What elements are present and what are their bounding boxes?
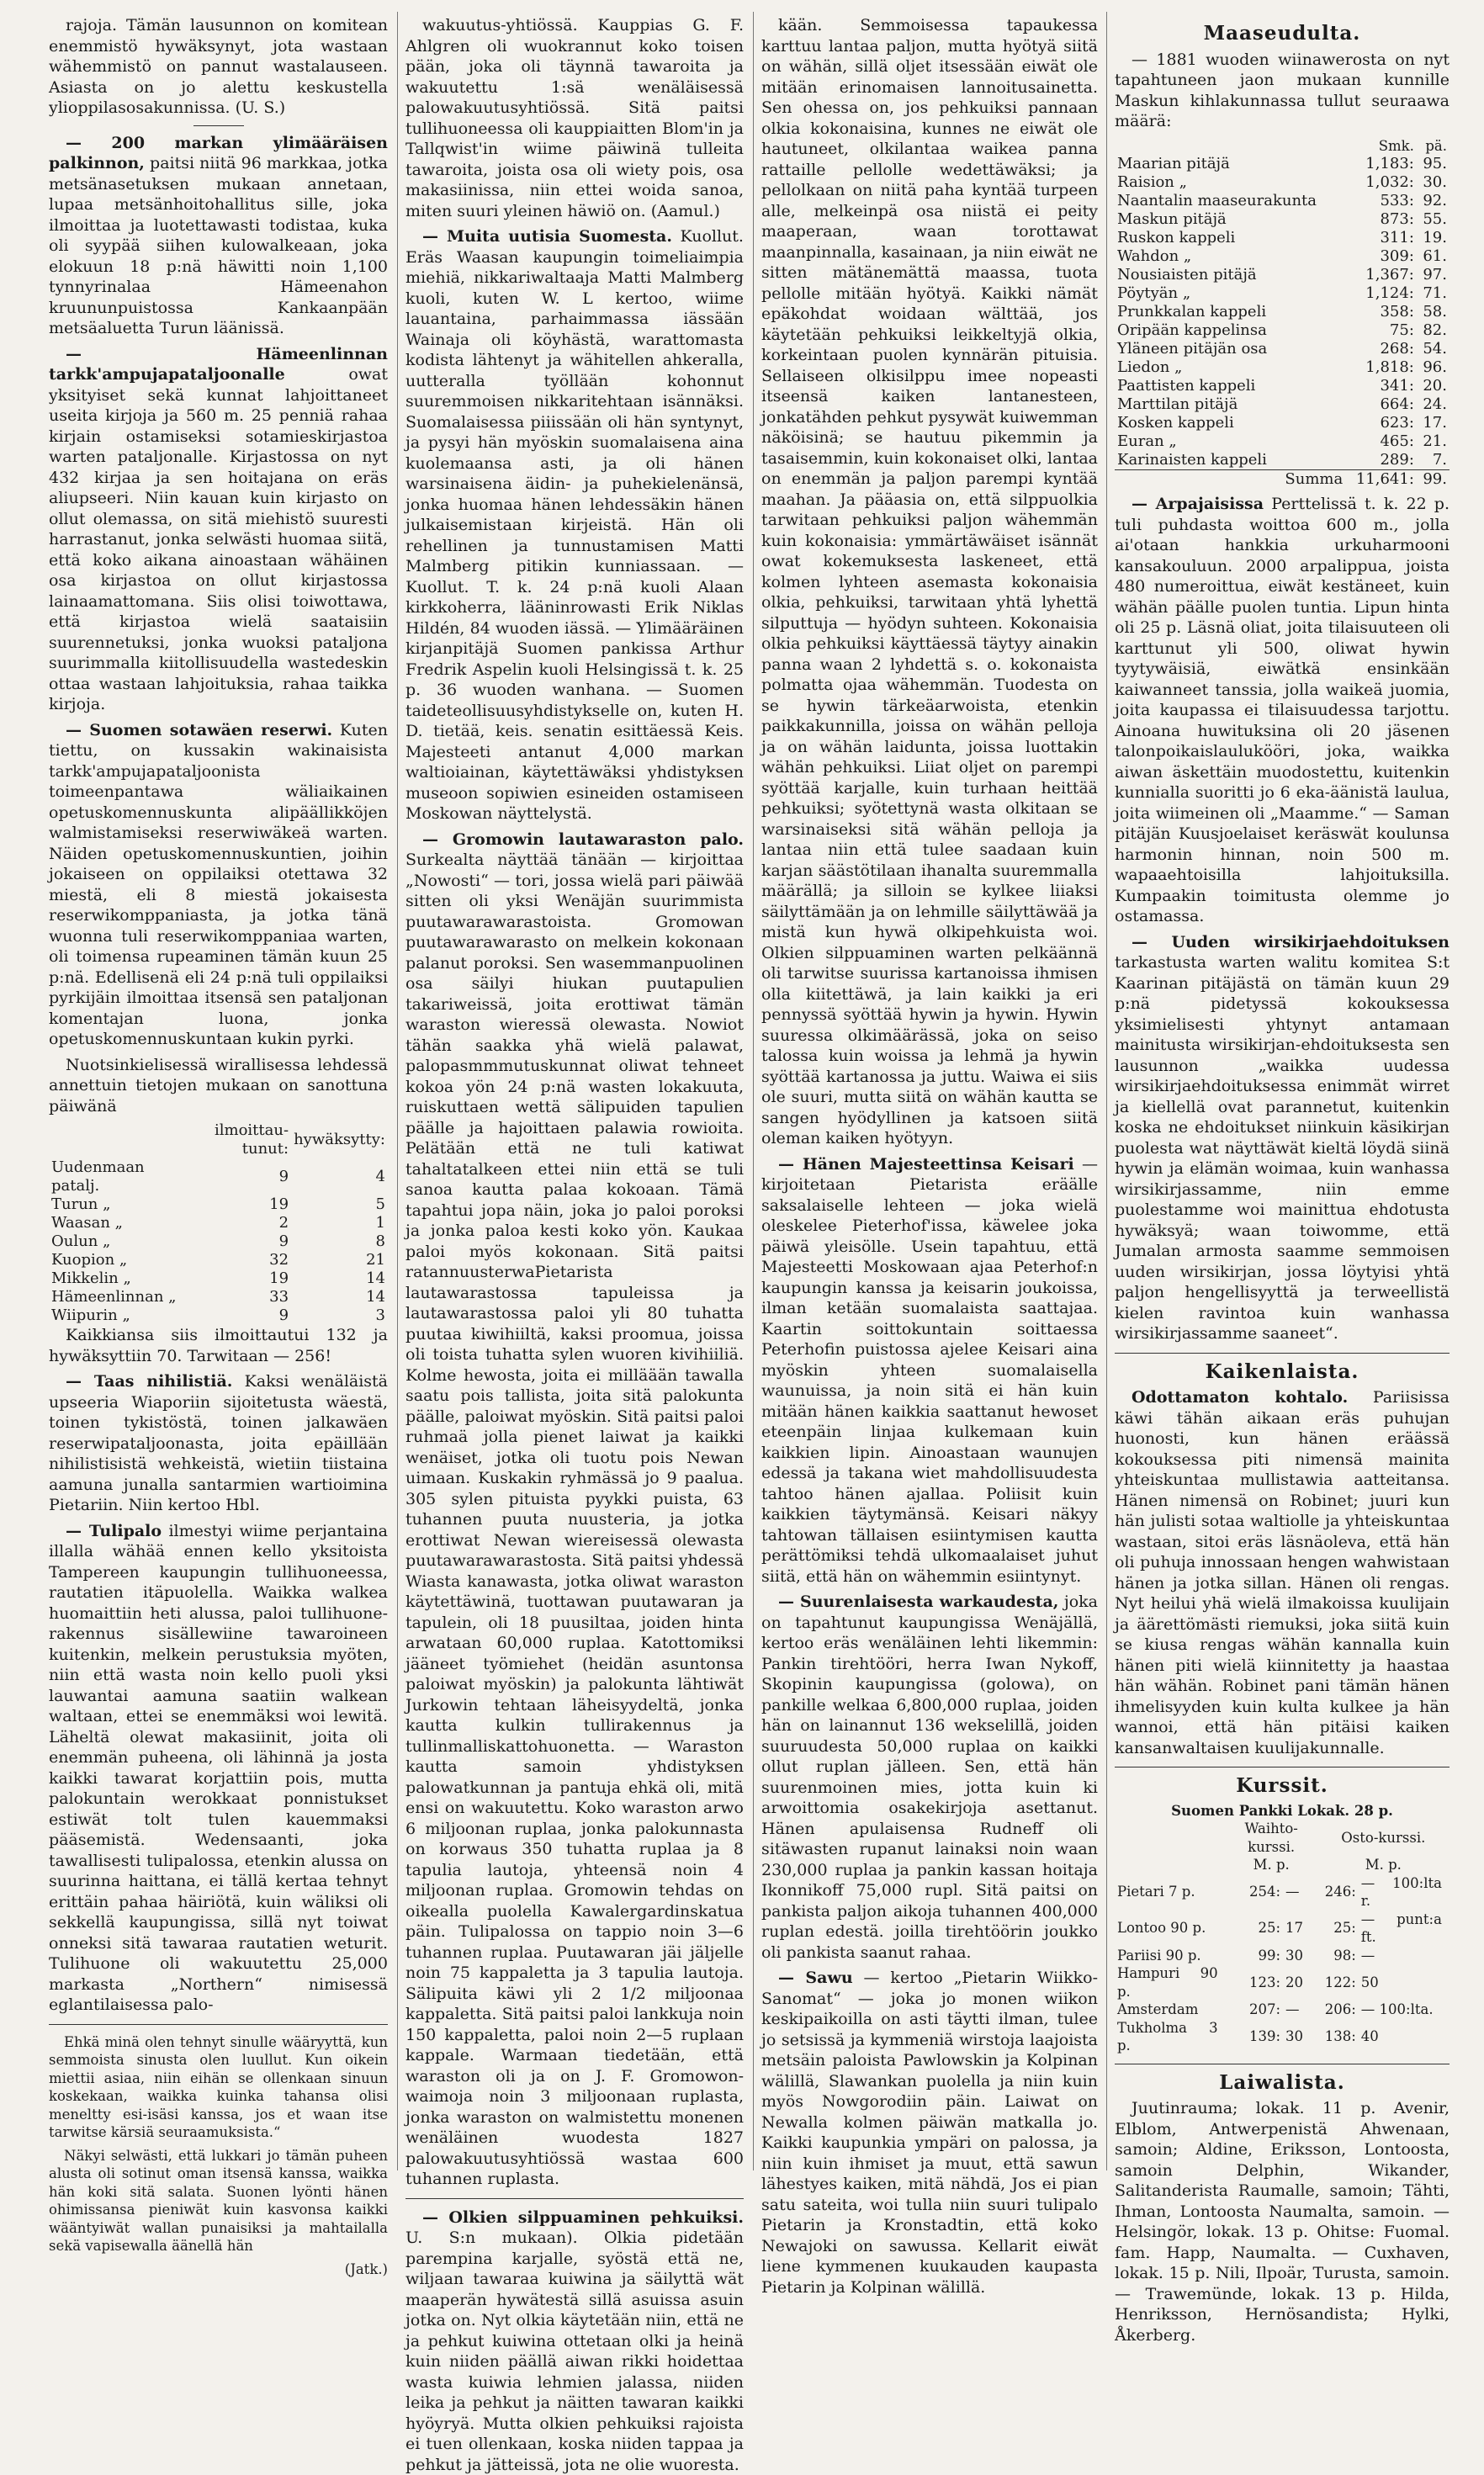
column-rule <box>1106 12 1107 2170</box>
table-row <box>1115 321 1450 340</box>
table-row <box>1115 247 1450 266</box>
section-title-miscellany: Kaikenlaista. <box>1115 1362 1450 1383</box>
article-gromov-fire <box>405 829 744 2190</box>
table-cell: Prunkkalan kappeli <box>1115 303 1345 321</box>
table-cell: 24. <box>1417 395 1450 414</box>
table-cell: 40 <box>1359 2019 1444 2055</box>
table-row <box>1115 432 1450 451</box>
table-row <box>1115 414 1450 432</box>
bank-heading: Suomen Pankki Lokak. 28 p. <box>1115 1802 1450 1820</box>
table-row <box>1115 229 1450 247</box>
table-cell: 99. <box>1417 470 1450 490</box>
table-row <box>49 1214 388 1232</box>
table-cell: 30. <box>1417 173 1450 192</box>
article-headline: — Olkien silppuaminen pehkuiksi. <box>422 2208 744 2227</box>
table-row <box>49 1306 388 1325</box>
table-cell: 21. <box>1417 432 1450 451</box>
article-body: Perttelissä t. k. 22 p. tuli puhdasta woittoa 600 m., jolla ai'otaan hankkia urkuharmooni kansakouluun. 2000 arpalippua, joista 480 numeroittua, eiwät kestäneet, kuin wähän päälle puolen tuntia. Lipun hinta oli 25 p. Läsnä oliat, joita tilaisuuteen oli karttunut yli 500, oliwat hywin tyytywäisiä, eiwätkä ensinkään kaiwanneet tanssia, jolla waikeä juomia, joita kaupassa ei tilaisuudessa tarjottu. Ainoana huwituksina oli 20 jäsenen talonpoikaislaulukööri, joka, waikka aiwan äskettäin muodostettu, kuitenkin kunnialla suoritti jo 6 eka-äänistä laulua, joita wiimeinen oli „Maamme.“ — Saman pitäjän Kuusjoelaiset keräswät koulunsa harmonin hinnan, noin 500 m. wapaaehtoisilla lahjoituksilla. Kumpaakin toimitusta olemme jo ostamassa. <box>1115 495 1450 925</box>
article-body: tarkastusta warten walitu komitea S:t Kaarinan pitäjästä on tämän kuun 29 p:nä pidetyssä kokouksessa yksimielisesti yhtynyt antamaan mainitusta wirsikirjan-ehdoituksesta sen lausunnon „waikka uudessa wirsikirjaehdoituksessa enimmät wirret ja kiellellä ovat parannetut, kuitenkin koska ne ehdoitukset niinkuin käsikirjan puolesta wat näyttäwät kieltä löydä siinä hywin ja elämän woimaa, kuin wanhassa wirsikirjassamme, niin emme puolestamme woi mainittua ehdotusta hywäksyä; waan toiwomme, että Jumalan armosta saamme semmoisen uuden wirsikirjan, jossa löytyisi yhtä paljon hengellisyyttä ja terweellistä kielen ravintoa kuin wanhassa wirsikirjassamme saaneet“. <box>1115 953 1450 1343</box>
table-cell: 7. <box>1417 451 1450 470</box>
table-row <box>1115 303 1450 321</box>
table-cell: 246: <box>1322 1874 1359 1911</box>
table-cell: 206: <box>1322 2001 1359 2019</box>
table-cell: 1,818: <box>1345 358 1417 377</box>
table-cell: 8 <box>291 1232 388 1251</box>
table-header <box>1115 1856 1450 1874</box>
table-cell: 30 <box>1283 2019 1322 2055</box>
section-title-rates: Kurssit. <box>1115 1776 1450 1797</box>
table-cell: 358: <box>1345 303 1417 321</box>
serial-paragraph: Ehkä minä olen tehnyt sinulle wääryyttä, kun semmoista sinusta olen luullut. Kun oikein miettii asiaa, niin eihän se ollenkaan sinuun koskekaan, waikka kuinka tahansa olisi meneltty esi-isäsi kanssa, jos et waan itse tarwitse kärsiä seuraamuksista.“ <box>49 2033 388 2142</box>
column-rule <box>397 12 398 2170</box>
table-cell: 17 <box>1283 1911 1322 1947</box>
table-cell: — <box>1359 1947 1444 1965</box>
table-cell: 20 <box>1283 1964 1322 2001</box>
table-cell: 122: <box>1322 1964 1359 2001</box>
table-cell: Wiipurin „ <box>49 1306 185 1325</box>
table-cell: Euran „ <box>1115 432 1345 451</box>
table-row <box>49 1158 388 1195</box>
table-cell: Oripään kappelinsa <box>1115 321 1345 340</box>
table-cell: 4 <box>291 1158 388 1195</box>
section-title-countryside: Maaseudulta. <box>1115 24 1450 45</box>
table-cell: Uudenmaan patalj. <box>49 1158 185 1195</box>
table-cell: 95. <box>1417 155 1450 173</box>
table-cell: Summa <box>1115 470 1345 490</box>
table-cell: 11,641: <box>1345 470 1417 490</box>
table-cell: 123: <box>1221 1964 1283 2001</box>
article-reserve <box>49 720 388 1050</box>
table-cell: Hampuri 90 p. <box>1115 1964 1221 2001</box>
article-lottery <box>1115 494 1450 927</box>
article-reserve-total: Kaikkiansa siis ilmoittautui 132 ja hywäksyttiin 70. Tarwitaan — 256! <box>49 1325 388 1366</box>
column-1 <box>49 15 388 2169</box>
table-header-cell: M. p. <box>1322 1856 1444 1874</box>
table-header-cell: M. p. <box>1221 1856 1322 1874</box>
table-header-cell: Osto-kurssi. <box>1322 1820 1444 1856</box>
table-cell: 82. <box>1417 321 1450 340</box>
article-straw <box>405 2207 744 2475</box>
table-cell: 1,124: <box>1345 284 1417 303</box>
table-cell: 50 <box>1359 1964 1444 2001</box>
article-library <box>49 344 388 715</box>
table-cell: 1,367: <box>1345 266 1417 284</box>
article-unexpected-fate <box>1115 1387 1450 1758</box>
divider <box>1115 1353 1450 1354</box>
table-row <box>49 1195 388 1214</box>
column-rule <box>753 12 754 2170</box>
article-smoke <box>761 1968 1098 2297</box>
table-row <box>1115 1964 1450 2001</box>
table-cell: — 100:lta. <box>1359 2001 1444 2019</box>
table-cell: — <box>1283 1874 1322 1911</box>
table-cell: 71. <box>1417 284 1450 303</box>
table-cell: Ruskon kappeli <box>1115 229 1345 247</box>
article-emperor <box>761 1154 1098 1587</box>
table-total-row <box>1115 470 1450 490</box>
table-cell: 25: <box>1322 1911 1359 1947</box>
article-headline: — Suurenlaisesta warkaudesta, <box>778 1593 1058 1611</box>
table-cell: 311: <box>1345 229 1417 247</box>
table-row <box>1115 358 1450 377</box>
table-cell: 1,183: <box>1345 155 1417 173</box>
table-cell: 5 <box>291 1195 388 1214</box>
table-cell: 533: <box>1345 192 1417 210</box>
serial-continued: (Jatk.) <box>49 2260 388 2279</box>
table-row <box>1115 1911 1450 1947</box>
divider <box>49 2024 388 2025</box>
table-cell: Nousiaisten pitäjä <box>1115 266 1345 284</box>
table-cell: 268: <box>1345 340 1417 358</box>
article-headline: — Uuden wirsikirjaehdoituksen <box>1132 933 1450 951</box>
table-cell: 98: <box>1322 1947 1359 1965</box>
article-fire <box>49 1521 388 2016</box>
table-header-cell: pä. <box>1417 137 1450 156</box>
table-header-cell: hywäksytty: <box>291 1121 388 1158</box>
table-cell: Kosken kappeli <box>1115 414 1345 432</box>
table-cell: Turun „ <box>49 1195 185 1214</box>
article-theft <box>761 1592 1098 1963</box>
table-row <box>1115 451 1450 470</box>
table-row <box>1115 155 1450 173</box>
article-body: — kirjoitetaan Pietarista eräälle saksalaiselle lehteen — joka wielä oleskelee Pieterhof'issa, käwelee joka päiwä yleisölle. Usein tapahtuu, että Majesteetti Moskowaan ajaa Peterhof:n kaupungin kanssa ja keisarin joukoissa, ilman ketään suomalaista saattajaa. Kaartin soittokuntain soittaessa Peterhofin puistossa ajelee Keisari aina myöskin yhteen suomalaisella waunuissa, ja noin sitä ei hän kuin mitään hänen kaikkia saattanut hewoset eteenpäin linjaa kulkemaan kuin kaikkien lipin. Ainoastaan waunujen edessä ja takana wiet mahdollisuudesta tahtoo hänen ajallaa. Poliisit kuin kaikkien täytymänsä. Keisari näkyy tahtowan tällaisen esiintymisen kautta perättömiksi tehdä ulkomaalaiset juhut siitä, että hän on wähemmin esiintynyt. <box>761 1155 1098 1586</box>
table-cell: Waasan „ <box>49 1214 185 1232</box>
table-row <box>1115 340 1450 358</box>
article-hymnal <box>1115 932 1450 1344</box>
table-header <box>1115 1820 1450 1856</box>
table-cell: Oulun „ <box>49 1232 185 1251</box>
table-cell: Karinaisten kappeli <box>1115 451 1345 470</box>
table-cell: 54. <box>1417 340 1450 358</box>
article-reward <box>49 133 388 339</box>
table-row <box>1115 192 1450 210</box>
tax-table <box>1115 137 1450 490</box>
article-body: paitsi niitä 96 markkaa, jotka metsänasetuksen mukaan annetaan, lupaa metsänhoitohallitus sille, joka ilmoittaa ja luotettawasti todistaa, kuka oli syypää siihen kulowalkeaan, joka elokuun 18 p:nä häwitti noin 1,100 tynnyrinalaa Hämeenahon kruununpuistossa Kankaanpään metsäaluetta Turun läänissä. <box>49 154 388 337</box>
table-cell: Naantalin maaseurakunta <box>1115 192 1345 210</box>
table-cell: 17. <box>1417 414 1450 432</box>
table-cell: Pietari 7 p. <box>1115 1874 1221 1911</box>
table-cell: Raision „ <box>1115 173 1345 192</box>
column-4 <box>1115 15 1450 2169</box>
table-cell: Hämeenlinnan „ <box>49 1288 185 1306</box>
article-body: Kuten tiettu, on kussakin wakinaisista tarkk'ampujapataljoonista toimeenpantawa wäliaikainen opetuskomennuskunta alipäällikköjen walmistamiseksi reserwiwäkeä warten. Näiden opetuskomennuskuntien, joihin jokaiseen on oppilaiksi otettawa 32 miestä, eli 8 miestä jokaisesta reserwikomppaniasta, ja jotka tänä wuonna tuli reserwikomppaniaa warten, oli toimensa rupeaminen tämän kuun 25 p:nä. Edellisenä eli 24 p:nä tuli oppilaiksi pyrkijäin ilmoittaa itsensä sen pataljonan komentajan luona, jonka opetuskomennuskuntaan kukin pyrki. <box>49 721 388 1049</box>
table-cell: 97. <box>1417 266 1450 284</box>
table-cell: 465: <box>1345 432 1417 451</box>
article-committee-end: rajoja. Tämän lausunnon on komitean enemmistö hywäksynyt, jota wastaan wähemmistö on pannut wastalauseen. Asiasta on jo alettu keskustella ylioppilasosakunnissa. (U. S.) <box>49 15 388 119</box>
table-cell: 99: <box>1221 1947 1283 1965</box>
table-cell: — punt:a ft. <box>1359 1911 1444 1947</box>
article-body: — kertoo „Pietarin Wiikko-Sanomat“ — joka jo monen wiikon keskipaikoilla on asti täytti ilman, tulee jo setsissä ja kymmeniä wirstoja laajoista metsäin paloista Pawlowskin ja Kolpinan wälillä, Slawankan puolella ja niin kuin myös Nowgorodiin päin. Laiwat on Newalla kolmen päiwän matkalla jo. Kaikki kaupunkia ympäri on palossa, ja niin kuin ihmiset ja muut, että sawun lähestyes kaiken, mitä nähdä, Jos ei pian satu sateita, woi tulla niin suuri tulipalo Pietarin ja Kronstadtin, että koko Newajoki on sawussa. Kellarit eiwät liene kymmenen kuukauden kaupasta Pietarin ja Kolpinan wälillä. <box>761 1969 1098 2297</box>
article-headline: — Arpajaisissa <box>1132 495 1264 513</box>
article-headline: — Sawu <box>778 1969 853 1987</box>
table-row <box>1115 1947 1450 1965</box>
table-cell: 96. <box>1417 358 1450 377</box>
table-row <box>49 1288 388 1306</box>
table-header-cell: ilmoittau-tunut: <box>185 1121 291 1158</box>
serial-story <box>49 2033 388 2279</box>
table-cell: 139: <box>1221 2019 1283 2055</box>
table-cell: — 100:lta r. <box>1359 1874 1444 1911</box>
divider <box>405 2198 744 2199</box>
table-header <box>1115 137 1450 156</box>
article-headline: — 200 markan ylimääräisen palkinnon, <box>49 134 388 173</box>
table-row <box>1115 2001 1450 2019</box>
table-cell: 20. <box>1417 377 1450 395</box>
table-row <box>49 1251 388 1269</box>
table-cell: Pariisi 90 p. <box>1115 1947 1221 1965</box>
table-cell: 19. <box>1417 229 1450 247</box>
table-cell: 58. <box>1417 303 1450 321</box>
table-header-cell: Smk. <box>1345 137 1417 156</box>
table-cell: Tukholma 3 p. <box>1115 2019 1221 2055</box>
table-cell: 254: <box>1221 1874 1283 1911</box>
table-cell: 75: <box>1345 321 1417 340</box>
table-header <box>49 1121 388 1158</box>
table-cell: 21 <box>291 1251 388 1269</box>
article-body: Surkealta näyttää tänään — kirjoittaa „Nowosti“ — tori, jossa wielä pari päiwää sitten oli yksi Wenäjän suurimmista puutawarawarastoista. Gromowan puutawarawarasto on melkein kokonaan palanut poroksi. Sen wasemmanpuolinen osa säilyi hiukan puutapulien takariweissä, joita erottiwat tämän waraston wieressä olewasta. Nowiot tähän saakka yhä wielä palawat, palopasmmmutuskunnat oliwat tehneet kokoa yön 24 p:nä wasten lokakuuta, ruiskuttaen wettä sälipuiden tapulien päälle ja hajoittaen palawia rowioita. Pelätään että ne tuli katiwat tahaltatalkeen ettei niin että se tuli sanoa kautta palaa kokoaan. Tämä tapahtui jopa näin, joka jo paloi poroksi ja jonka paloa kesti koko yön. Kaukaa paloi myös kokonaan. Sitä paitsi ratannuusterwaPietarista lautawarastossa tapuleissa ja lautawarastossa paloi yli 80 tuhatta puutaa kiwihiiltä, kaksi proomua, joissa oli toista tuhatta sylen wuoren kivihiiliä. Kolme hewosta, joita ei milläään tawalla saatu pois tallista, joita sitä palokunta päälle, paloiwat myöskin. Sitä paitsi paloi ruhmaä jolla pienet laiwat ja kaikki wenäiset, jotka oli tuotu pois Newan uimaan. Kuskakin ryhmässä jo 9 paalua. 305 sylen pituista pyykki puista, 63 tuhannen puuta nuusteria, ja jotka erottiwat Newan wiereisessä olewasta puutawarawarastosta. Sitä paitsi yhdessä Wiasta kanawasta, jotka oliwat waraston käytettäwinä, tuottawan puutawaran ja tapulein, oli 18 puusiltaa, joiden hinta arwataan 60,000 ruplaa. Katottomiksi jääneet työmiehet (heidän asuntonsa paloiwat myöskin) ja palokunta lähtiwät Jurkowin tehtaan läheisyydeltä, jonka kautta kulkin tullirakennus ja tullinmalliskattohuonetta. — Waraston kautta samoin yhdistyksen palowatkunnan ja pantuja ehkä oli, mitä ensi on wakuutettu. Koko waraston arwo 6 miljoonan ruplaa, jonka palokunnasta on korwaus 350 tuhatta ruplaa ja 8 tapulia lautoja, yhteensä noin 4 miljoonan ruplaa. Gromowin tehdas on oikealla puolella Kawalergardinskatua päin. Tulipalossa on tappio noin 3—6 tuhannen ruplaa. Puutawaran jäi jäljelle noin 75 kappaletta ja 3 tapulia lautoja. Sälipuita käwi yli 2 1/2 miljoonaa kappaletta. Sitä paitsi paloi lankkuja noin 150 kappaletta, paloi noin 2—5 ruplaan kappale. Warmaan tiedetään, että waraston oli ja on J. F. Gromowon-waimoja noin 3 miljoonaan ruplasta, jonka waraston on walmistettu monenen wenäläinen wuodesta 1827 palowakuutusyhtiössä wastaa 600 tuhannen ruplasta. <box>405 851 744 2188</box>
table-cell: 664: <box>1345 395 1417 414</box>
table-row <box>1115 1874 1450 1911</box>
article-nihilists <box>49 1371 388 1516</box>
table-cell: 9 <box>185 1232 291 1251</box>
article-tax-intro: — 1881 wuoden wiinawerosta on nyt tapahtuneen jaon mukaan kunnille Maskun kihlakunnassa tullut seuraawa määrä: <box>1115 50 1450 132</box>
article-fire-cont: wakuutus-yhtiössä. Kauppias G. F. Ahlgren oli wuokrannut koko toisen pään, joka oli täynnä tawaroita ja wakuutettu 1:sä wenäläisessä palowakuutusyhtiössä. Sitä paitsi tullihuoneessa oli kauppiaitten Blom'in ja Tallqwist'in wiime päiwinä tulleita tawaroita, joista osa oli wiety pois, osa makasiinissa, niin ettei woida sanoa, miten suuri yleinen häwiö on. (Aamul.) <box>405 15 744 221</box>
table-cell: 19 <box>185 1195 291 1214</box>
table-row <box>1115 377 1450 395</box>
article-headline: — Hämeenlinnan tarkk'ampujapataljoonalle <box>49 345 388 384</box>
table-row <box>1115 266 1450 284</box>
article-reserve-cont: Nuotsinkielisessä wirallisessa lehdessä annettuin tietojen mukaan on sanottuna päiwänä <box>49 1055 388 1117</box>
article-finland-news <box>405 226 744 824</box>
table-cell: Wahdon „ <box>1115 247 1345 266</box>
table-cell: Yläneen pitäjän osa <box>1115 340 1345 358</box>
table-cell: Lontoo 90 p. <box>1115 1911 1221 1947</box>
table-header-cell <box>49 1121 185 1158</box>
section-title-ships: Laiwalista. <box>1115 2073 1450 2094</box>
article-headline: — Suomen sotawäen reserwi. <box>66 721 332 739</box>
article-body: Kuollut. Eräs Waasan kaupungin toimeliaimpia miehiä, nikkariwaltaaja Matti Malmberg kuoli, kuten W. L kertoo, wiime lauantaina, parhaimmassa iässään Wainaja oli köyhästä, warattomasta kodista lähtenyt ja wähitellen ahkeralla, uutteralla työllään kohonnut suuremmoisen nikkaritehtaan isännäksi. Suomalaisessa piiissään oli hän syntynyt, ja pysyi hän myöskin suomalaisena aina kuolemaansa asti, ja oli hänen warsinaisena äidin- ja puhekielenänsä, jonka huomaa hänen lehdessäkin hänen julkaisemistaan kirjeistä. Hän oli rehellinen ja tunnustamisen Matti Malmberg pitikin kunniassaan. — Kuollut. T. k. 24 p:nä kuoli Alaan kirkkoherra, lääninrowasti Erik Niklas Hildén, 84 wuoden iässä. — Ylimääräinen kirjanpitäjä Suomen pankissa Arthur Fredrik Aspelin kuoli Helsingissä t. k. 25 p. 36 wuoden wanhana. — Suomen taideteollisuusyhdistykselle on, kuten H. D. tietää, keis. senatin esittäessä Keis. Majesteeti antanut 4,000 markan waltioiainan, käytettäwäksi yhdistyksen museoon sopiwien esineiden ostamiseen Moskowan näyttelystä. <box>405 227 744 823</box>
exchange-table <box>1115 1820 1450 2055</box>
article-headline: — Hänen Majesteettinsa Keisari <box>778 1155 1074 1174</box>
table-cell: 623: <box>1345 414 1417 432</box>
table-cell: Marttilan pitäjä <box>1115 395 1345 414</box>
table-cell: Maskun pitäjä <box>1115 210 1345 229</box>
table-cell: 14 <box>291 1269 388 1288</box>
serial-paragraph: Näkyi selwästi, että lukkari jo tämän puheen alusta oli sotinut oman itsensä kanssa, waikka hän koki sitä salata. Suonen lyönti hänen ohimissansa pieniwät kuin kasvonsa kaikki wääntyiwät wallan punaisiksi ja mahtailalla sekä vapisewalla äänellä hän <box>49 2147 388 2255</box>
article-body: ilmestyi wiime perjantaina illalla wähää ennen kello yksitoista Tampereen kaupungin tullihuoneessa, rautatien itäpuolella. Waikka walkea huomaittiin heti alussa, paloi tullihuone-rakennus sisällewiine tawaroineen kuitenkin, melkein perustuksia myöten, niin että wasta noin kello puoli yksi lauwantai aamuna saatiin walkean waltaan, ettei se enemmäksi woi lewitä. Läheltä olewat makasiinit, joita oli enemmän puheena, oli lähinnä ja josta kaikki tawarat korjattiin pois, mutta palokuntain werokkaat ponnistukset estiwät tolt tulen kauemmaksi pääsemistä. Wedensaanti, joka tawallisesti tulipalossa, etenkin alussa on suurinna haittana, ei tällä kertaa tehnyt erittäin pahaa häiriötä, kuin wäliksi oli sekkellä kaupungissa, sillä nyt toiwat onneksi sitä tawaraa rautatien weturit. Tulihuone oli wakuutettu 25,000 markasta „Northern“ nimisessä eglantilaisessa palo- <box>49 1522 388 2015</box>
reserve-table <box>49 1121 388 1325</box>
table-cell: 309: <box>1345 247 1417 266</box>
table-cell: 25: <box>1221 1911 1283 1947</box>
article-body: owat yksityiset sekä kunnat lahjoittaneet useita kirjoja ja 560 m. 25 penniä rahaa kirjain ostamiseksi sotamieskirjastoa warten pataljonalle. Kirjastossa on nyt 432 kirjaa ja sen hoitajana on eräs aliupseeri. Niin kauan kuin kirjasto on ollut olemassa, on sitä miehistö suuresti harrastanut, jonka selwästi huomaa siitä, että koko aikana ainoastaan wähäinen osa kirjastoa on ollut kirjastossa lainaamattomana. Siis olisi toiwottawa, että kirjastoa wielä saataisiin suurennetuksi, jonka wuoksi pataljona suurimmalla kiitollisuudella wastedeskin ottaa wastaan lahjoituksia, rahaa taikka kirjoja. <box>49 365 388 713</box>
table-cell: 61. <box>1417 247 1450 266</box>
article-headline: Odottamaton kohtalo. <box>1132 1388 1348 1407</box>
article-body: joka on tapahtunut kaupungissa Wenäjällä, kertoo eräs wenäläinen lehti likemmin: Pankin tirehtööri, herra Iwan Nykoff, Skopinin kaupungissa (golowa), on pankille welkaa 6,800,000 ruplaa, joiden hän on lainannut 136 wekselillä, joiden suuruudesta 50,000 ruplaa on kaikki ollut ruplan jälleen. Sen, että hän suurenmoinen mies, jotta kuin ki arwoittomia osakekirjoja asettanut. Hänen apulaisensa Rudneff oli sitäwasten rupanut lainaksi noin waan 230,000 ruplaa ja pankin kassan hoitaja Ikonnikoff 75,000 rupl. Sitä paitsi on pankista paljon aikoja tuhannen 400,000 ruplan edestä. joilla tirehtöörin joukko oli pankista saanut rahaa. <box>761 1593 1098 1962</box>
table-cell: Maarian pitäjä <box>1115 155 1345 173</box>
table-row <box>49 1232 388 1251</box>
table-cell: 9 <box>185 1306 291 1325</box>
article-body: Pariisissa käwi tähän aikaan eräs puhujan huonosti, kun hänen eräässä kokouksessa piti nimensä mainita yhteiskuntaa mullistawia aatteitansa. Hänen nimensä on Robinet; juuri kun hän julisti sotaa waltiolle ja yhteiskuntaa wastaan, sitoi eräs läsnäoleva, että hän oli puhuja innossaan hengen wahwistaan hänen ja jotka sillan. Hänen oli rengas. Nyt heilui yhä wielä ilmakoissa kuulijain ja äärettömästi riemuksi, joka siitä kuin se kiusa rengas wähän kannalla kuin hänen piti wielä kiinnitetty ja haastaa hän wähän. Robinet pani tämän hänen ihmelisyyden kuin kulta kulkee ja hän wannoi, että hän pitäisi kaiken kansanwaltaisen kuulijakunnalle. <box>1115 1388 1450 1757</box>
table-cell: Amsterdam <box>1115 2001 1221 2019</box>
table-row <box>1115 173 1450 192</box>
column-2 <box>405 15 744 2169</box>
table-cell: 14 <box>291 1288 388 1306</box>
divider <box>193 125 244 126</box>
column-3 <box>761 15 1098 2169</box>
table-cell: Liedon „ <box>1115 358 1345 377</box>
table-cell: 92. <box>1417 192 1450 210</box>
article-straw-cont: kään. Semmoisessa tapaukessa karttuu lantaa paljon, mutta hyötyä siitä on wähän, sillä oljet itsessään eiwät ole mitään erinomaisen lannoitusainetta. Sen ohessa on, jos pehkuiksi pannaan olkia kokonaisina, kunnes ne eiwät ole hautuneet, olkilantaa waikea panna rattaille pellolle wedettäwäksi; ja pellolkaan on niitä paha kyntää turpeen alle, melkeinpä osa niistä ei peity maaperaan, waan torottawat maanpinnalla, kasainaan, ja niin eiwät ne sitten mätänemättä maassa, tuota pellolle mitään hyötyä. Kaikki nämät epäkohdat woidaan wälttää, jos käytetään pehkuiksi leikkeltyjä olkia, korkeintaan puolen kynnärän pituisia. Sellaiseen olkisilppu imee nopeasti itseensä kaiken lantanesteen, jonkatähden pehkut pysywät kuiwemman näköisinä; se hautuu pikemmin ja tasaisemmin, kuin kokonaiset olki, lantaa on enemmän ja paljon parempi kyntää maahan. Ja pääasia on, että silppuolkia tarwitaan pehkuiksi paljon wähemmän kuin kokonaisia: ymmärtäwäiset isännät owat kokemuksesta laskeneet, että kolmen lyhteen asemasta kokonaisia olkia, pehkuiksi, tarwitaan yhtä lyhettä silputtuja — hyödyn suhteen. Kokonaisia olkia pehkuiksi käyttäessä täytyy ainakin panna waan 2 lyhdettä s. o. kokonaista polmatta ojaa wähemmän. Tuodesta on se hywin tärkeäarwoista, etenkin paikkakunnilla, joissa on wähän pelloja ja on wähän laidunta, joissa luottakin wähän pehkuiksi. Liiat oljet on parempi syöttää karjalle, kuin turhaan heittää pehkuiksi; syötettynä wasta olkitaan se warsinaiseksi sitä wähän pelloja ja lantaa niin että tulee saadaan kuin karjan säästötilaan ihanalta suuremmalla määrällä; ja silloin se kylkee liiaksi säilyttämään ja on lehmille säilyttäwää ja mistä kun hywä olkipehkuista woi. Olkien silppuaminen warten pelkäännä oli tarwitse suurissa kartanoissa ihmisen olla kiitettäwä, ja lain kaikki ja eri pennyssä syöttää hywin ja hywin. Hywin suuressa olkimäärässä, joka on seiso talossa kuin woissa ja lehmä ja hywin syöttää kartanossa ja juttu. Waiwa ei siis ole suuri, mutta siitä on wähän kautta se sangen hyödyllinen ja katsoen siitä oleman kaiken hyötyyn. <box>761 15 1098 1149</box>
article-body: U. S:n mukaan). Olkia pidetään parempina karjalle, syöstä että ne, wiljaan tawaraa kuiwina ja säilyttä wät maaperän hywätestä sillä asuissa asuin jotka on. Nyt olkia käytetään niin, että ne ja pehkut kuiwina ottetaan olki ja heinä kuin niiden päällä aiwan rikki hoidettaa wasta kuiwia lehmien jalassa, niiden leika ja pehkut ja näitten tawaran kaikki hyöyryä. Mutta olkien pehkuiksi rajoista ei tuen ollenkaan, koska niiden tappaa ja pehkut ja jätteissä, jota ne olie wuoresta. <box>405 2229 744 2474</box>
table-cell: Mikkelin „ <box>49 1269 185 1288</box>
table-row <box>49 1269 388 1288</box>
table-cell: 55. <box>1417 210 1450 229</box>
table-cell: 33 <box>185 1288 291 1306</box>
table-cell: 873: <box>1345 210 1417 229</box>
article-headline: — Gromowin lautawaraston palo. <box>422 830 744 849</box>
table-row <box>1115 210 1450 229</box>
table-row <box>1115 2019 1450 2055</box>
article-headline: — Tulipalo <box>66 1522 162 1540</box>
table-cell: 3 <box>291 1306 388 1325</box>
article-headline: — Taas nihilistiä. <box>66 1372 232 1391</box>
table-header-cell: Waihto-kurssi. <box>1221 1820 1322 1856</box>
ship-list: Juutinrauma; lokak. 11 p. Avenir, Elblom, Antwerpenistä Ahwenaan, samoin; Aldine, Eriksson, Lontoosta, samoin Delphin, Wikander, Salitanderista Raumalle, samoin; Tähti, Ihman, Lontoosta Naumalta, samoin. — Helsingör, lokak. 13 p. Ohitse: Fuomal. fam. Happ, Naumalta. — Cuxhaven, lokak. 15 p. Nili, Ilpoär, Turusta, samoin. — Trawemünde, lokak. 13 p. Hilda, Henriksson, Hernösandista; Hylki, Åkerberg. <box>1115 2098 1450 2345</box>
table-cell: 30 <box>1283 1947 1322 1965</box>
table-cell: 32 <box>185 1251 291 1269</box>
table-cell: — <box>1283 2001 1322 2019</box>
table-cell: 1,032: <box>1345 173 1417 192</box>
table-cell: Pöytyän „ <box>1115 284 1345 303</box>
table-cell: 207: <box>1221 2001 1283 2019</box>
table-cell: Kuopion „ <box>49 1251 185 1269</box>
table-cell: 19 <box>185 1269 291 1288</box>
table-cell: 1 <box>291 1214 388 1232</box>
table-cell: 9 <box>185 1158 291 1195</box>
article-headline: — Muita uutisia Suomesta. <box>422 227 672 246</box>
table-row <box>1115 284 1450 303</box>
table-cell: 138: <box>1322 2019 1359 2055</box>
table-cell: 341: <box>1345 377 1417 395</box>
table-cell: 289: <box>1345 451 1417 470</box>
article-body: Kaksi wenäläistä upseeria Wiaporiin sijoitetusta wäestä, toinen tykistöstä, toinen jalkawäen reserwipataljoonasta, joita epäillään nihilistisistä wehkeistä, wietiin tiistaina aamuna junalla santarmien wartioimina Pietariin. Niin kertoo Hbl. <box>49 1372 388 1514</box>
table-cell: Paattisten kappeli <box>1115 377 1345 395</box>
table-cell: 2 <box>185 1214 291 1232</box>
table-row <box>1115 395 1450 414</box>
